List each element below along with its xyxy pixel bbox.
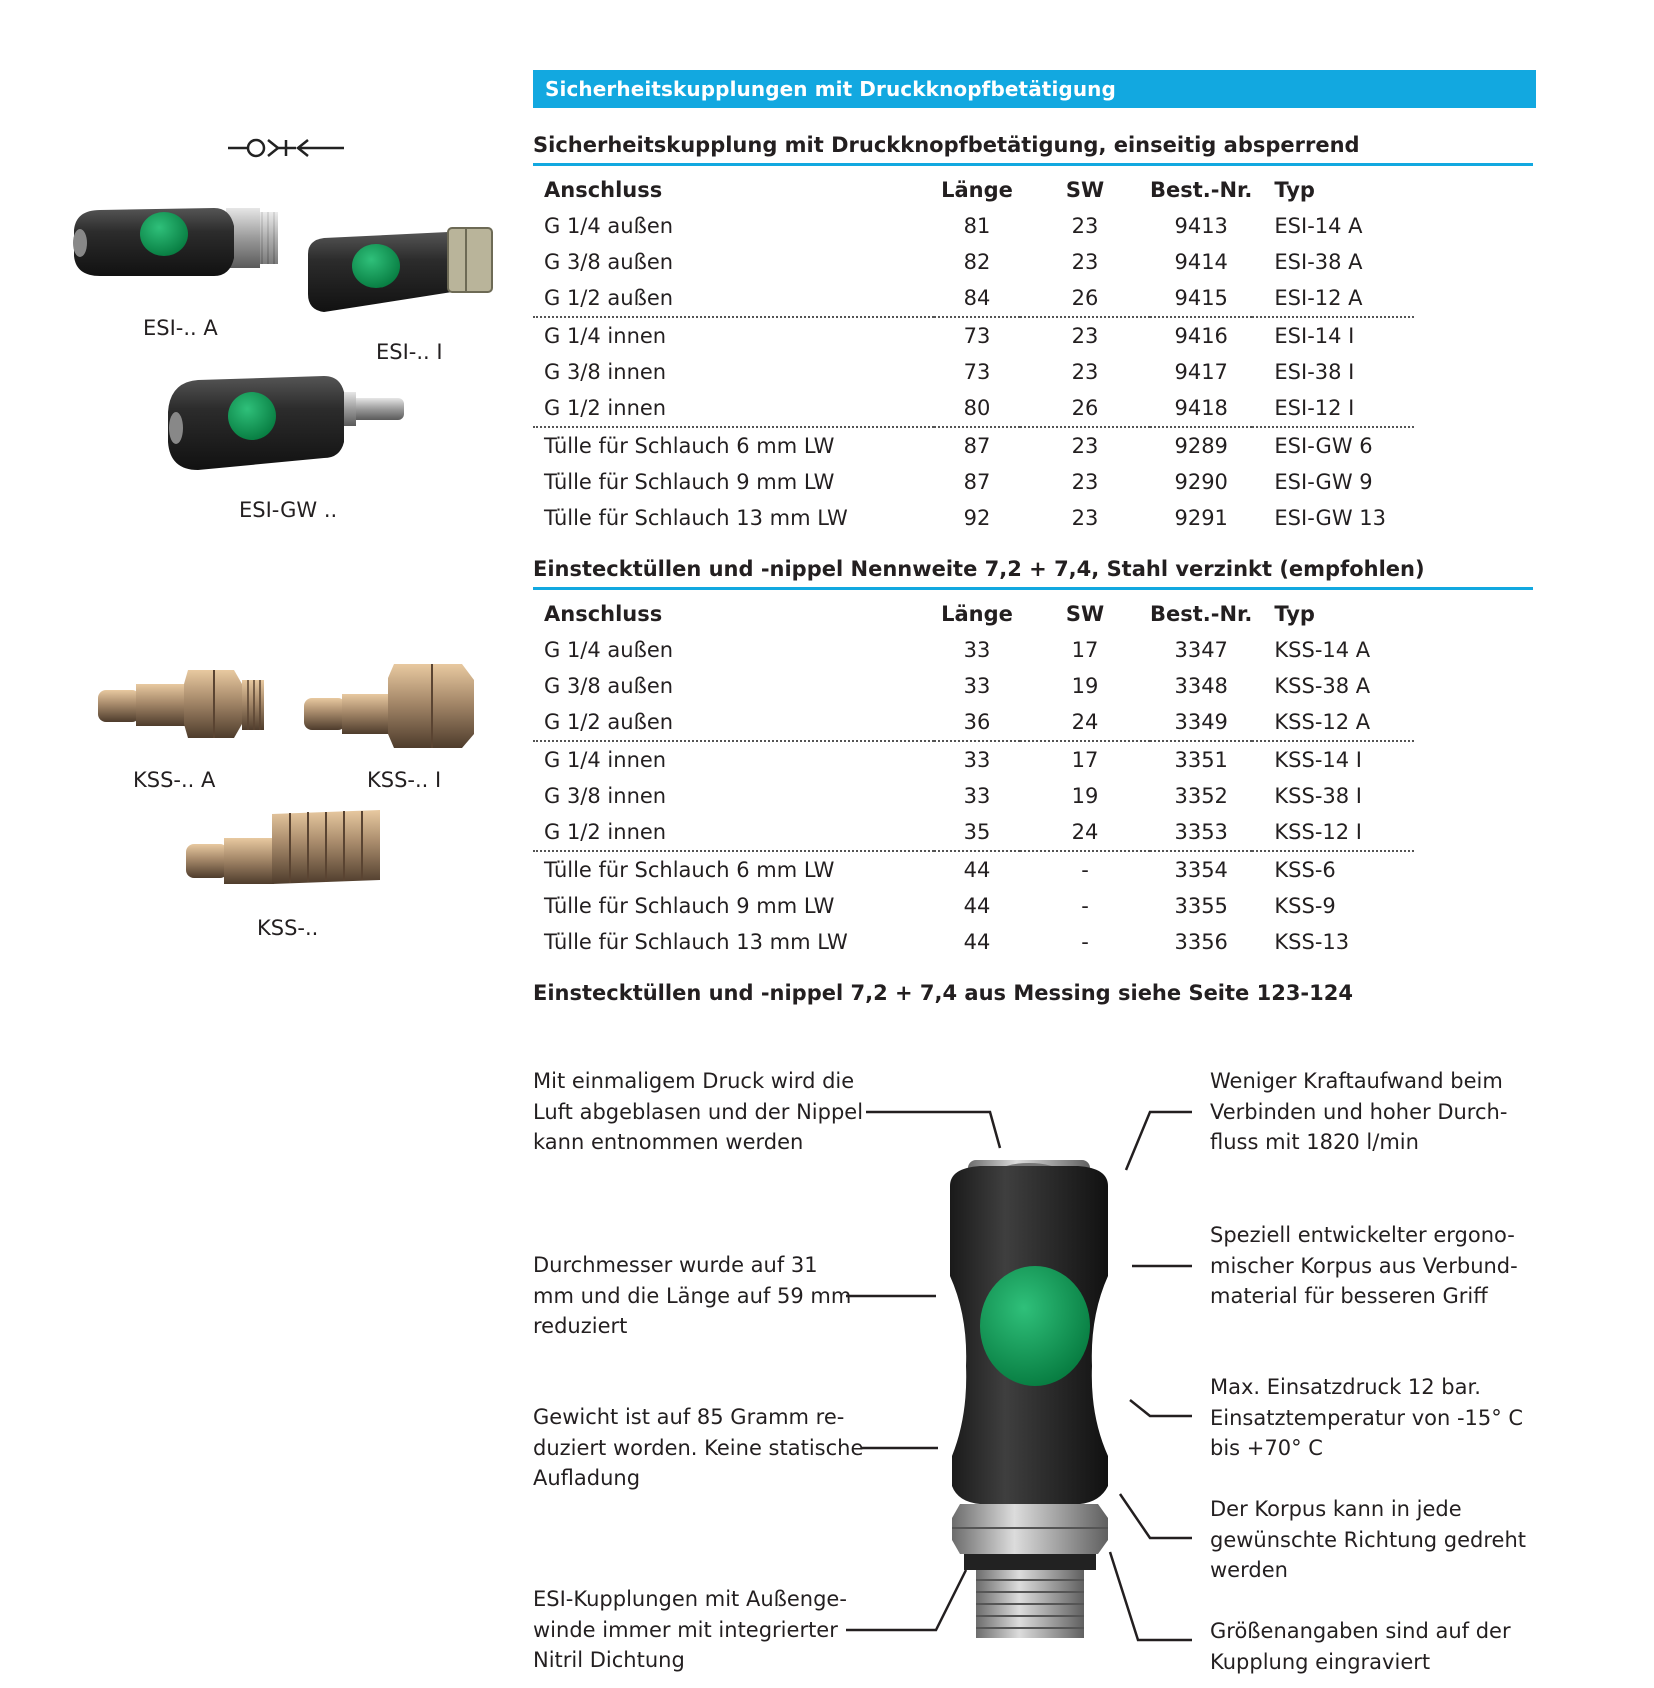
caption-esi-a: ESI-.. A — [143, 316, 218, 340]
cell-sw: - — [1081, 930, 1089, 954]
header-sw: SW — [1065, 602, 1105, 626]
cell-sw: 24 — [1020, 814, 1150, 851]
cell-typ: KSS-6 — [1274, 858, 1336, 882]
cell-sw: 23 — [1071, 434, 1099, 458]
cell-laenge: 73 — [963, 324, 991, 348]
caption-kss-a: KSS-.. A — [133, 768, 216, 792]
cell-laenge: 44 — [963, 930, 991, 954]
cell-laenge: 87 — [963, 434, 991, 458]
callout-line: gewünschte Richtung gedreht — [1210, 1527, 1527, 1552]
cell-sw: 19 — [1071, 784, 1099, 808]
callout-line: reduziert — [533, 1314, 628, 1338]
cell-laenge: 33 — [963, 638, 991, 662]
callout-line: Kupplung eingraviert — [1210, 1649, 1431, 1674]
cell-sw: 17 — [1071, 748, 1099, 772]
cell-anschluss: G 1/2 innen — [533, 390, 934, 427]
cell-typ: KSS-14 A — [1274, 638, 1371, 662]
callout-line: Luft abgeblasen und der Nippel — [533, 1099, 864, 1124]
cell-typ: KSS-38 A — [1274, 674, 1371, 698]
header-anschluss: Anschluss — [544, 178, 663, 202]
cell-typ: KSS-12 A — [1252, 704, 1414, 741]
cell-laenge: 82 — [963, 250, 991, 274]
brass-reference-note: Einstecktüllen und -nippel 7,2 + 7,4 aus Messing siehe Seite 123-124 — [533, 981, 1353, 1005]
callout-line: kann entnommen werden — [533, 1130, 804, 1154]
esi-coupling-detail-image — [940, 1156, 1140, 1676]
cell-sw: - — [1081, 894, 1089, 918]
cell-laenge: 44 — [963, 858, 991, 882]
callout-line: Aufladung — [533, 1466, 641, 1490]
callout-line: material für besseren Griff — [1210, 1284, 1488, 1308]
cell-sw: - — [1081, 858, 1089, 882]
cell-best-nr: 3353 — [1150, 814, 1252, 851]
caption-esi-gw: ESI-GW .. — [239, 498, 338, 522]
cell-typ: ESI-38 A — [1274, 250, 1363, 274]
cell-best-nr: 9413 — [1174, 214, 1228, 238]
callout-line: ESI-Kupplungen mit Außenge- — [533, 1587, 847, 1611]
cell-anschluss: G 3/8 innen — [544, 360, 667, 384]
cell-sw: 23 — [1071, 250, 1099, 274]
cell-laenge: 81 — [963, 214, 991, 238]
caption-kss: KSS-.. — [257, 916, 319, 940]
cell-typ: ESI-GW 9 — [1274, 470, 1373, 494]
callout-line: Durchmesser wurde auf 31 — [533, 1253, 818, 1277]
cell-sw: 23 — [1071, 470, 1099, 494]
cell-best-nr: 9289 — [1174, 434, 1228, 458]
cell-laenge: 33 — [963, 784, 991, 808]
cell-laenge: 92 — [963, 506, 991, 530]
cell-typ: KSS-38 I — [1274, 784, 1363, 808]
callout-line: Größenangaben sind auf der — [1210, 1619, 1511, 1643]
cell-anschluss: Tülle für Schlauch 6 mm LW — [544, 858, 835, 882]
cell-laenge: 33 — [963, 748, 991, 772]
header-sw: SW — [1065, 178, 1105, 202]
header-best-nr: Best.-Nr. — [1150, 602, 1253, 626]
cell-best-nr: 3352 — [1174, 784, 1228, 808]
cell-anschluss: Tülle für Schlauch 9 mm LW — [544, 470, 835, 494]
cell-anschluss: G 1/4 außen — [544, 638, 674, 662]
callout-line: fluss mit 1820 l/min — [1210, 1130, 1419, 1154]
cell-sw: 24 — [1020, 704, 1150, 741]
callout-line: mischer Korpus aus Verbund- — [1210, 1253, 1518, 1278]
cell-sw: 23 — [1071, 214, 1099, 238]
callout-line: Nitril Dichtung — [533, 1648, 685, 1672]
header-anschluss: Anschluss — [544, 602, 663, 626]
cell-best-nr: 9418 — [1150, 390, 1252, 427]
cell-anschluss: G 1/4 außen — [544, 214, 674, 238]
cell-typ: KSS-13 — [1274, 930, 1350, 954]
cell-typ: ESI-12 A — [1252, 280, 1414, 317]
cell-best-nr: 3354 — [1174, 858, 1228, 882]
cell-typ: ESI-14 I — [1274, 324, 1355, 348]
cell-anschluss: G 1/2 innen — [533, 814, 934, 851]
header-typ: Typ — [1274, 602, 1315, 626]
cell-best-nr: 3349 — [1150, 704, 1252, 741]
cell-sw: 23 — [1071, 506, 1099, 530]
cell-best-nr: 3351 — [1174, 748, 1228, 772]
cell-laenge: 73 — [963, 360, 991, 384]
cell-sw: 26 — [1020, 280, 1150, 317]
cell-best-nr: 9416 — [1174, 324, 1228, 348]
cell-best-nr: 3356 — [1174, 930, 1228, 954]
callout-line: Gewicht ist auf 85 Gramm re- — [533, 1405, 845, 1429]
cell-anschluss: Tülle für Schlauch 13 mm LW — [544, 930, 848, 954]
callout-line: duziert worden. Keine statische — [533, 1435, 864, 1460]
callout-line: Weniger Kraftaufwand beim — [1210, 1069, 1503, 1093]
cell-best-nr: 3347 — [1174, 638, 1228, 662]
header-best-nr: Best.-Nr. — [1150, 178, 1253, 202]
callout-line: Mit einmaligem Druck wird die — [533, 1069, 855, 1093]
cell-typ: ESI-38 I — [1274, 360, 1355, 384]
section2-title: Einstecktüllen und -nippel Nennweite 7,2 + 7,4, Stahl verzinkt (empfohlen) — [533, 557, 1425, 581]
cell-typ: ESI-12 I — [1252, 390, 1414, 427]
cell-anschluss: G 1/2 außen — [533, 280, 934, 317]
cell-typ: ESI-GW 13 — [1274, 506, 1386, 530]
callout-line: Verbinden und hoher Durch- — [1210, 1099, 1508, 1124]
cell-sw: 19 — [1071, 674, 1099, 698]
cell-anschluss: G 1/4 innen — [544, 748, 667, 772]
cell-anschluss: G 3/8 innen — [544, 784, 667, 808]
callout-line: mm und die Länge auf 59 mm — [533, 1283, 852, 1308]
callout-line: Der Korpus kann in jede — [1210, 1497, 1462, 1521]
cell-best-nr: 9415 — [1150, 280, 1252, 317]
cell-anschluss: Tülle für Schlauch 9 mm LW — [544, 894, 835, 918]
cell-anschluss: G 1/2 außen — [533, 704, 934, 741]
cell-best-nr: 3348 — [1174, 674, 1228, 698]
cell-best-nr: 9417 — [1174, 360, 1228, 384]
cell-laenge: 80 — [934, 390, 1020, 427]
cell-best-nr: 9290 — [1174, 470, 1228, 494]
header-typ: Typ — [1274, 178, 1315, 202]
cell-anschluss: G 3/8 außen — [544, 250, 674, 274]
cell-best-nr: 3355 — [1174, 894, 1228, 918]
cell-sw: 26 — [1020, 390, 1150, 427]
cell-typ: ESI-GW 6 — [1274, 434, 1373, 458]
cell-sw: 23 — [1071, 360, 1099, 384]
caption-kss-i: KSS-.. I — [367, 768, 442, 792]
callout-line: Einsatztemperatur von -15° C — [1210, 1405, 1524, 1430]
header-laenge: Länge — [941, 602, 1013, 626]
cell-laenge: 44 — [963, 894, 991, 918]
cell-sw: 23 — [1071, 324, 1099, 348]
section1-title: Sicherheitskupplung mit Druckknopfbetätigung, einseitig absperrend — [533, 133, 1360, 157]
cell-sw: 17 — [1071, 638, 1099, 662]
cell-best-nr: 9414 — [1174, 250, 1228, 274]
caption-esi-i: ESI-.. I — [376, 340, 443, 364]
cell-laenge: 84 — [934, 280, 1020, 317]
cell-anschluss: Tülle für Schlauch 13 mm LW — [544, 506, 848, 530]
cell-typ: KSS-14 I — [1274, 748, 1363, 772]
cell-anschluss: Tülle für Schlauch 6 mm LW — [544, 434, 835, 458]
cell-typ: ESI-14 A — [1274, 214, 1363, 238]
callout-line: winde immer mit integrierter — [533, 1617, 838, 1642]
cell-anschluss: G 3/8 außen — [544, 674, 674, 698]
cell-laenge: 36 — [934, 704, 1020, 741]
cell-laenge: 87 — [963, 470, 991, 494]
callout-line: werden — [1210, 1558, 1288, 1582]
callout-line: bis +70° C — [1210, 1436, 1323, 1460]
callout-line: Speziell entwickelter ergono- — [1210, 1223, 1515, 1247]
banner-title: Sicherheitskupplungen mit Druckknopfbetätigung — [545, 77, 1116, 101]
cell-anschluss: G 1/4 innen — [544, 324, 667, 348]
cell-laenge: 33 — [963, 674, 991, 698]
cell-typ: KSS-9 — [1274, 894, 1336, 918]
callout-line: Max. Einsatzdruck 12 bar. — [1210, 1375, 1481, 1399]
cell-laenge: 35 — [934, 814, 1020, 851]
cell-typ: KSS-12 I — [1252, 814, 1414, 851]
header-laenge: Länge — [941, 178, 1013, 202]
cell-best-nr: 9291 — [1174, 506, 1228, 530]
